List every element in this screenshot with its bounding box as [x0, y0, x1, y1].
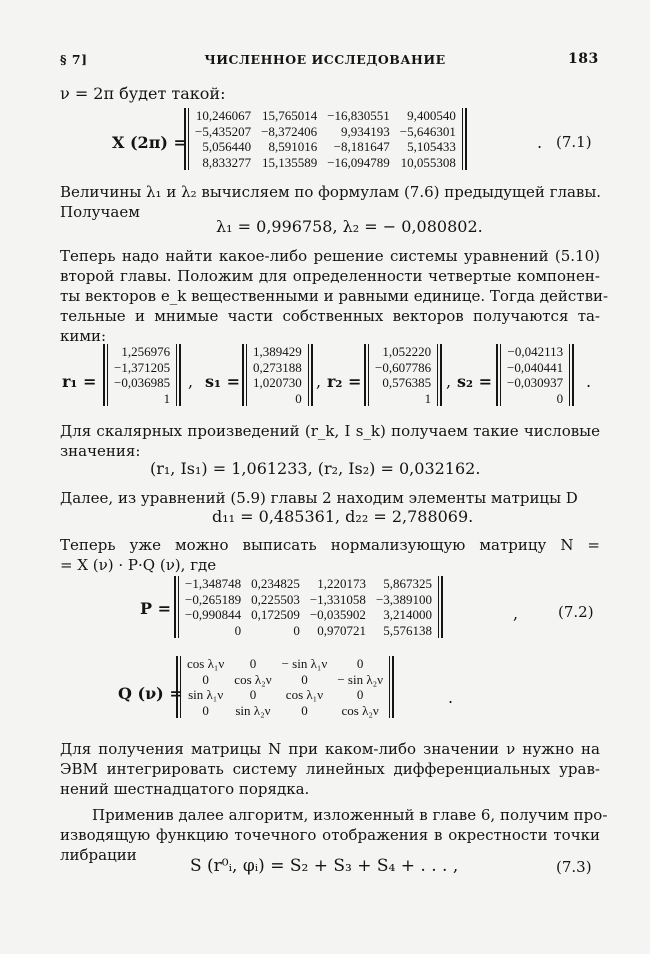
vector-1-row — [248, 391, 307, 407]
matrix-q-cell: 0 — [249, 687, 257, 702]
vector-0-cell: 1,256976 — [121, 344, 171, 359]
matrix-q-cell: 0 — [301, 702, 308, 718]
vector-r2-separator: , — [446, 372, 452, 391]
matrix-p-row — [180, 607, 437, 623]
matrix-q-trailing: . — [448, 688, 454, 707]
paragraph-lambda-line-1: Величины λ₁ и λ₂ вычисляем по формулам (7.6) предыдущей главы. — [60, 183, 602, 201]
matrix-x-cell: −16,830551 — [327, 108, 390, 123]
vector-3-cell: −0,042113 — [507, 344, 564, 359]
matrix-p-cell: 5,576138 — [383, 622, 433, 638]
matrix-x-cell: −5,646301 — [399, 123, 456, 139]
matrix-q-cell: 0 — [356, 687, 364, 702]
matrix-x-cell: 10,055308 — [400, 154, 456, 170]
matrix-q-cell: cos λ₂ν — [341, 702, 379, 718]
matrix-x-row — [190, 155, 461, 171]
vector-0-row — [109, 391, 175, 407]
matrix-p-cell: 1,220173 — [317, 576, 366, 591]
matrix-p-cell: −1,348748 — [185, 576, 242, 591]
vector-0-row — [109, 375, 175, 391]
paragraph-vectors-line-3: ты векторов e_k вещественными и равными единице. Тогда действи- — [60, 287, 609, 305]
vector-r1 — [103, 344, 181, 406]
vector-3-row — [502, 391, 568, 407]
matrix-p-row — [180, 592, 437, 608]
paragraph-lambda-line-2: Получаем — [60, 203, 140, 221]
matrix-q-row — [182, 672, 388, 688]
matrix-q-label: Q (ν) = — [118, 684, 183, 703]
matrix-x-cell: 9,934193 — [341, 123, 390, 139]
matrix-p-cell: 0,234825 — [251, 576, 300, 591]
paragraph-vectors-line-2: второй главы. Положим для определенности четвертые компонен- — [60, 267, 600, 285]
matrix-p-row — [180, 623, 437, 639]
paragraph-scalar-line-1: Для скалярных произведений (r_k, I s_k) получаем такие числовые — [60, 422, 600, 440]
matrix-p-cell: 0 — [234, 622, 242, 638]
equation-lambda: λ₁ = 0,996758, λ₂ = − 0,080802. — [216, 217, 483, 236]
matrix-x — [184, 108, 467, 170]
matrix-x-cell: −16,094789 — [327, 154, 390, 170]
paragraph-n-line-2: = X (ν) · P·Q (ν), где — [60, 556, 217, 574]
page-number: 183 — [568, 51, 599, 67]
matrix-x-cell: 5,056440 — [202, 139, 252, 154]
matrix-q-cell: cos λ₁ν — [187, 656, 225, 671]
paragraph-d: Далее, из уравнений (5.9) главы 2 находим элементы матрицы D — [60, 489, 578, 507]
matrix-q-row — [182, 687, 388, 703]
matrix-x-trailing: . — [537, 133, 543, 152]
paragraph-ode-line-2: ЭВМ интегрировать систему линейных дифференциальных урав- — [60, 760, 600, 778]
matrix-x-cell: 8,591016 — [268, 139, 318, 154]
vector-1-cell: 1,020730 — [253, 375, 302, 390]
equation-generating-function: S (r⁰ᵢ, φᵢ) = S₂ + S₃ + S₄ + . . . , — [190, 856, 459, 876]
vector-2-row — [370, 360, 436, 376]
vector-s1 — [242, 344, 313, 406]
matrix-q-cell: 0 — [356, 656, 364, 671]
paragraph-algo-line-1: Применив далее алгоритм, изложенный в главе 6, получим про- — [92, 806, 608, 824]
paragraph-ode-line-1: Для получения матрицы N при каком-либо значении ν нужно на — [60, 740, 600, 758]
paragraph-vectors-line-1: Теперь надо найти какое-либо решение системы уравнений (5.10) — [60, 247, 600, 265]
vector-s1-label: s₁ = — [205, 372, 240, 391]
equation-scalar: (r₁, Is₁) = 1,061233, (r₂, Is₂) = 0,032162. — [150, 459, 481, 478]
matrix-x-cell: 10,246067 — [195, 108, 252, 123]
vector-3-row — [502, 375, 568, 391]
matrix-x-cell: −8,372406 — [261, 123, 318, 139]
vector-1-row — [248, 344, 307, 360]
matrix-x-label: X (2π) = — [112, 133, 187, 152]
matrix-p-cell: −1,331058 — [309, 591, 366, 607]
paragraph-ode-line-3: нений шестнадцатого порядка. — [60, 780, 310, 798]
vector-s2-separator: . — [586, 372, 592, 391]
equation-d: d₁₁ = 0,485361, d₂₂ = 2,788069. — [212, 507, 474, 526]
matrix-x-cell: 15,135589 — [261, 154, 318, 170]
vector-s1-separator: , — [316, 372, 322, 391]
matrix-x-cell: −8,181647 — [333, 139, 390, 154]
matrix-q — [176, 656, 394, 718]
paragraph-algo-line-2: изводящую функцию точечного отображения в окрестности точки — [60, 826, 600, 844]
vector-0-cell: −0,036985 — [114, 375, 171, 390]
matrix-q-row — [182, 656, 388, 672]
vector-2-row — [370, 375, 436, 391]
matrix-p-cell: 0 — [293, 622, 300, 638]
matrix-p-row — [180, 576, 437, 592]
matrix-p — [174, 576, 443, 638]
equation-number-7-1: (7.1) — [556, 133, 592, 151]
vector-3-row — [502, 344, 568, 360]
matrix-q-cell: cos λ₂ν — [234, 671, 272, 687]
vector-s2-label: s₂ = — [457, 372, 492, 391]
equation-number-7-3: (7.3) — [556, 858, 592, 876]
matrix-x-row — [190, 124, 461, 140]
intro-line: ν = 2π будет такой: — [60, 84, 226, 103]
matrix-x-row — [190, 108, 461, 124]
matrix-q-cell: cos λ₁ν — [285, 687, 324, 702]
matrix-p-cell: 0,225503 — [251, 591, 300, 607]
vector-1-row — [248, 360, 307, 376]
equation-number-7-2: (7.2) — [558, 603, 594, 621]
vector-3-row — [502, 360, 568, 376]
matrix-x-cell: −5,435207 — [195, 123, 252, 139]
matrix-q-cell: − sin λ₁ν — [281, 656, 328, 671]
matrix-p-cell: −0,265189 — [185, 591, 242, 607]
vector-0-cell: −1,371205 — [114, 359, 171, 375]
vector-2-cell: 0,576385 — [382, 375, 432, 390]
vector-1-row — [248, 375, 307, 391]
vector-2-row — [370, 391, 436, 407]
matrix-q-cell: sin λ₁ν — [188, 687, 224, 702]
matrix-q-cell: 0 — [202, 671, 209, 687]
matrix-p-trailing: , — [513, 604, 519, 623]
matrix-p-cell: 0,970721 — [317, 622, 366, 638]
matrix-p-cell: 5,867325 — [383, 576, 433, 591]
vector-s2 — [496, 344, 574, 406]
vector-0-row — [109, 344, 175, 360]
matrix-p-cell: −3,389100 — [375, 591, 433, 607]
matrix-x-cell: 15,765014 — [261, 108, 318, 123]
paragraph-n-line-1: Теперь уже можно выписать нормализующую матрицу N = — [60, 536, 600, 554]
vector-2-row — [370, 344, 436, 360]
matrix-p-cell: −0,035902 — [309, 607, 366, 622]
matrix-p-cell: 0,172509 — [251, 607, 300, 622]
matrix-x-cell: 5,105433 — [407, 139, 456, 154]
matrix-p-label: P = — [140, 599, 172, 618]
paragraph-algo-line-3: либрации — [60, 846, 137, 864]
matrix-x-row — [190, 139, 461, 155]
matrix-p-cell: 3,214000 — [383, 607, 433, 622]
vector-r1-label: r₁ = — [62, 372, 97, 391]
vector-3-cell: −0,030937 — [507, 375, 564, 390]
section-marker: § 7] — [60, 52, 88, 67]
matrix-q-cell: 0 — [249, 656, 257, 671]
vector-3-cell: 0 — [556, 390, 564, 406]
matrix-q-cell: − sin λ₂ν — [337, 671, 384, 687]
matrix-q-cell: 0 — [301, 671, 308, 687]
paragraph-vectors-line-5: кими: — [60, 327, 107, 345]
vector-2-cell: −0,607786 — [375, 359, 432, 375]
matrix-q-row — [182, 703, 388, 719]
vector-1-cell: 0,273188 — [253, 359, 302, 375]
vector-1-cell: 1,389429 — [253, 344, 302, 359]
vector-1-cell: 0 — [295, 390, 302, 406]
vector-r2-label: r₂ = — [327, 372, 362, 391]
vector-2-cell: 1,052220 — [382, 344, 432, 359]
vector-0-cell: 1 — [163, 390, 171, 406]
matrix-x-cell: 9,400540 — [407, 108, 456, 123]
paragraph-vectors-line-4: тельные и мнимые части собственных векторов получаются та- — [60, 307, 600, 325]
vector-2-cell: 1 — [424, 390, 432, 406]
paragraph-scalar-line-2: значения: — [60, 442, 141, 460]
vector-0-row — [109, 360, 175, 376]
matrix-x-cell: 8,833277 — [202, 154, 252, 170]
matrix-q-cell: sin λ₂ν — [235, 702, 271, 718]
vector-r2 — [364, 344, 442, 406]
vector-3-cell: −0,040441 — [507, 359, 564, 375]
matrix-q-cell: 0 — [202, 702, 209, 718]
matrix-p-cell: −0,990844 — [185, 607, 242, 622]
running-title: ЧИСЛЕННОЕ ИССЛЕДОВАНИЕ — [204, 52, 446, 67]
vector-r1-separator: , — [188, 372, 194, 391]
